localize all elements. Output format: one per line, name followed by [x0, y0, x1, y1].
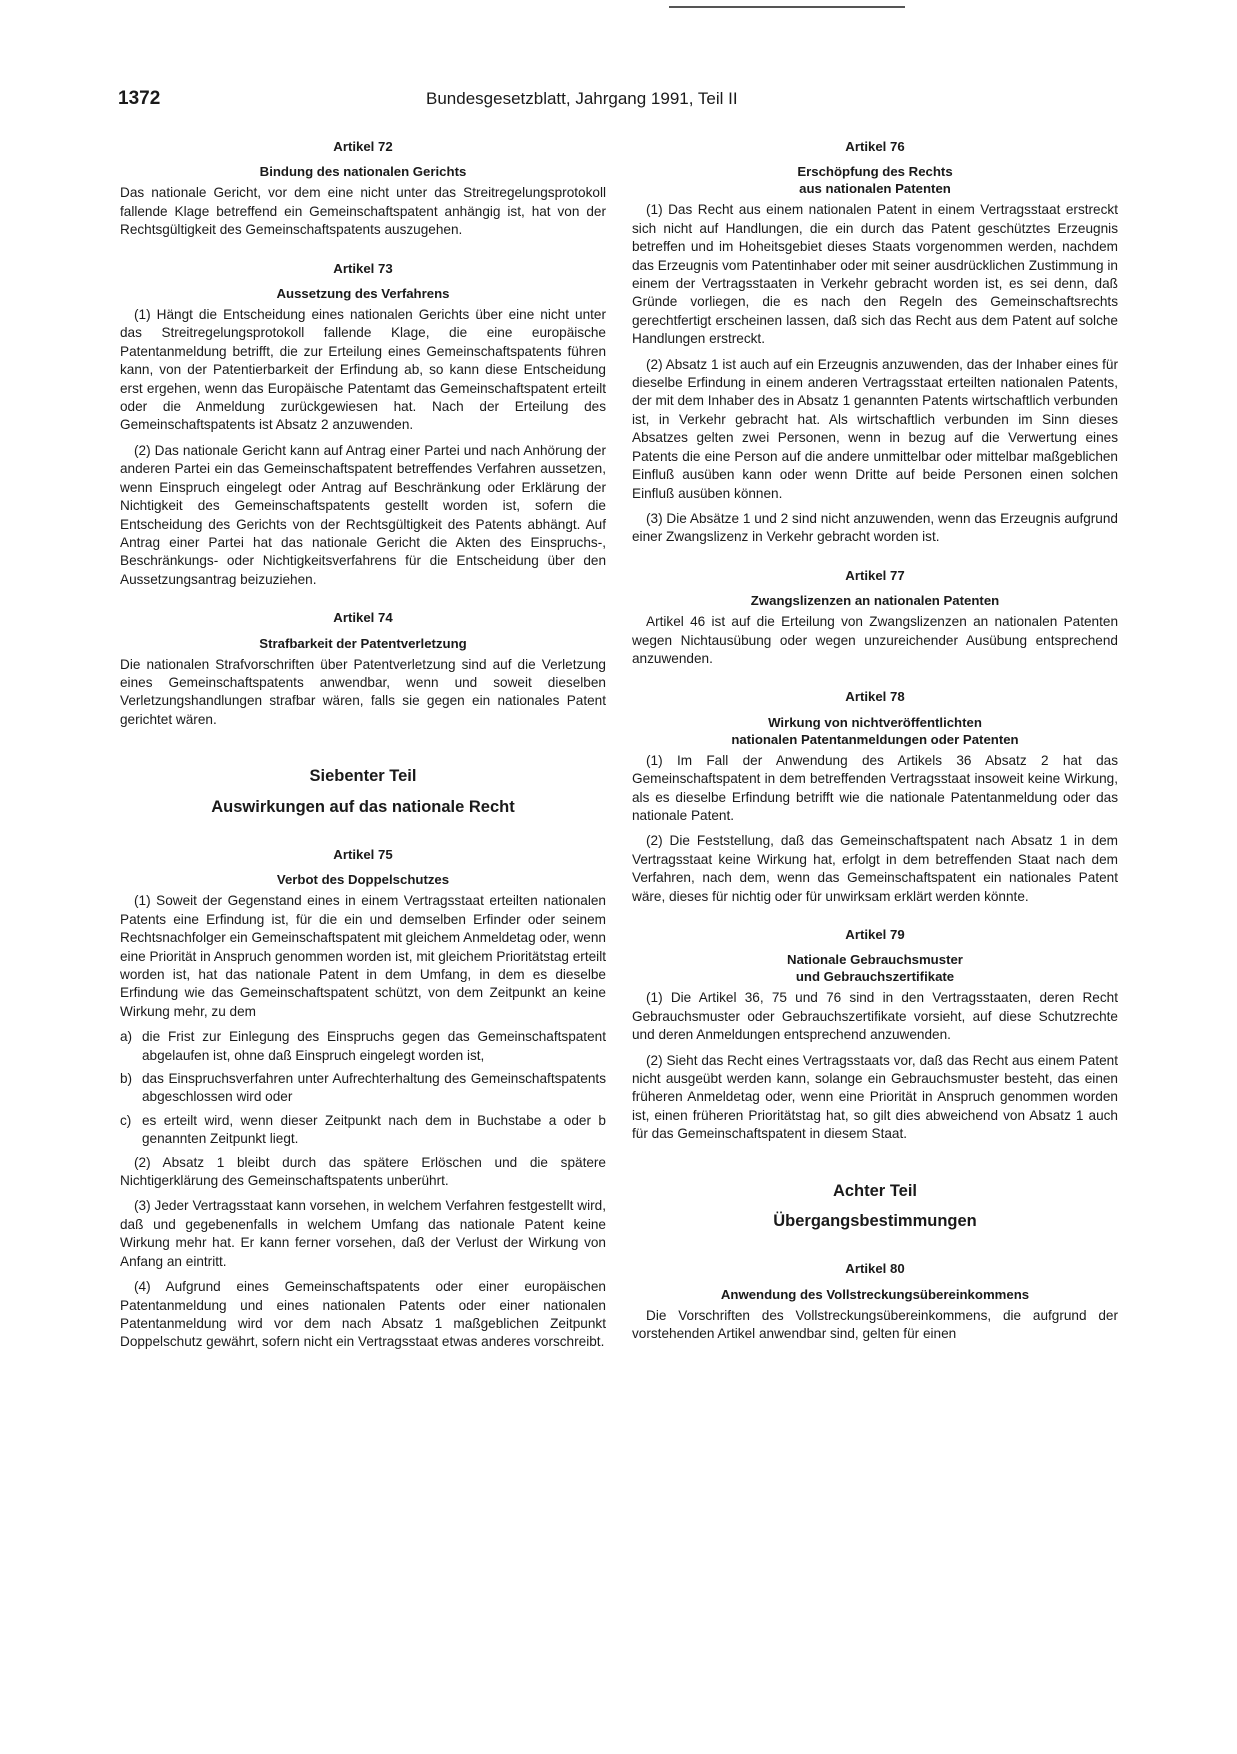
article-80: [632, 1260, 1118, 1343]
list-letter: a): [120, 1029, 133, 1045]
article-heading: Artikel 72: [333, 139, 393, 154]
article-paragraph: (1) Soweit der Gegenstand eines in einem Vertragsstaat erteilten nationalen Patents eine Erfindung ist, für die ein und demselben Erfinder oder seinem Rechtsnachfolger ein Gemeinschaftspatent mit gleichem Anmeldetag oder, wenn eine Priorität in Anspruch genommen worden ist, mit gleichem Prioritätstag erteilt worden ist, hat das nationale Patent in dem Umfang, in dem es dieselbe Erfindung wie das Gemeinschaftspatent schützt, von dem Zeitpunkt an keine Wirkung mehr, zu dem: [120, 893, 606, 1019]
list-text: das Einspruchsverfahren unter Aufrechterhaltung des Gemeinschaftspatents abgeschlossen wird oder: [142, 1071, 606, 1105]
article-title: Zwangslizenzen an nationalen Patenten: [750, 593, 1000, 609]
left-column: [120, 138, 606, 1372]
article-76: [632, 138, 1118, 547]
article-paragraph: (1) Die Artikel 36, 75 und 76 sind in den Vertragsstaaten, deren Recht Gebrauchsmuster oder Gebrauchszertifikate vorsieht, auf diese Schutzrechte und deren Anmeldungen entsprechend anzuwenden.: [632, 990, 1118, 1043]
list-letter: b): [120, 1071, 133, 1087]
article-heading: Artikel 77: [845, 567, 905, 583]
list-item: [120, 1112, 606, 1149]
article-paragraph: Die nationalen Strafvorschriften über Patentverletzung sind auf die Verletzung eines Gemeinschaftspatents anwendbar, wenn und soweit dieselben Verletzungshandlungen strafbar wären, falls sie gegen ein nationales Patent gerichtet wären.: [120, 656, 606, 727]
article-title: Aussetzung des Verfahrens: [276, 286, 450, 302]
article-paragraph: (2) Das nationale Gericht kann auf Antrag einer Partei und nach Anhörung der anderen Partei ein das Gemeinschaftspatent betreffendes Verfahren aussetzen, wenn Einspruch eingelegt oder Antrag auf Beschränkung oder Erklärung der Nichtigkeit des Gemeinschaftspatents gestellt worden ist, sofern die Entscheidung des Gerichts von der Rechtsgültigkeit des Patents abhängt. Auf Antrag einer Partei hat das nationale Gericht die Akten des Einspruchs-, Beschränkungs- oder Nichtigkeitsverfahrens für die Entscheidung über den Aussetzungsantrag beizuziehen.: [120, 442, 606, 587]
article-paragraph: Das nationale Gericht, vor dem eine nicht unter das Streitregelungsprotokoll fallende Klage betreffend ein Gemeinschaftspatent anhängig ist, hat von der Rechtsgültigkeit des Gemeinschaftspatents auszugehen.: [120, 185, 606, 238]
part-label: Achter Teil: [832, 1181, 918, 1200]
article-paragraph: (1) Im Fall der Anwendung des Artikels 36 Absatz 2 hat das Gemeinschaftspatent in dem betreffenden Vertragsstaat insoweit keine Wirkung, als es dieselbe Erfindung betrifft wie die nationale Patentanmeldung oder das nationale Patent.: [632, 752, 1118, 823]
list-text: es erteilt wird, wenn dieser Zeitpunkt nach dem in Buchstabe a oder b genannten Zeitpunkt liegt.: [142, 1112, 606, 1147]
list-letter: c): [120, 1112, 132, 1128]
journal-title: Bundesgesetzblatt, Jahrgang 1991, Teil II: [426, 89, 738, 108]
part-label: Siebenter Teil: [309, 767, 417, 786]
article-78: [632, 688, 1118, 906]
article-title: Anwendung des Vollstreckungsübereinkommens: [720, 1286, 1030, 1302]
article-paragraph: (3) Jeder Vertragsstaat kann vorsehen, in welchem Verfahren festgestellt wird, daß und gegebenenfalls in welchem Umfang das nationale Patent keine Wirkung mehr hat. Er kann ferner vorsehen, daß der Verlust der Wirkung von Anfang an eintritt.: [120, 1198, 606, 1269]
part-7-heading: [120, 767, 606, 816]
article-heading: Artikel 80: [845, 1261, 905, 1277]
article-paragraph: (1) Hängt die Entscheidung eines nationalen Gerichts über eine nicht unter das Streitregelungsprotokoll fallende Klage, die eine europäische Patentanmeldung betrifft, die zur Erteilung eines Gemeinschaftspatents führen kann, von der Patentierbarkeit der Erfindung ab, so kann diese Entscheidung erst ergehen, wenn das Europäische Patentamt das Gemeinschaftspatent erteilt oder die Anmeldung zurückgewiesen hat. Nach der Erteilung des Gemeinschaftspatents ist Absatz 2 anzuwenden.: [120, 307, 606, 433]
article-75: [120, 846, 606, 1352]
article-paragraph: (2) Absatz 1 ist auch auf ein Erzeugnis anzuwenden, das der Inhaber eines für dieselbe Erfindung in einem anderen Vertragsstaat erteilten nationalen Patents, der mit dem Inhaber des in Absatz 1 genannten Patents wirtschaftlich verbunden ist, in Verkehr gebracht hat. Als wirtschaftlich verbunden im Sinn dieses Absatzes gelten zwei Personen, wenn in bezug auf die Verwertung eines Patents die eine Person auf die andere unmittelbar oder mittelbar maßgeblichen Einfluß ausüben kann oder wenn Dritte auf beide Personen einen solchen Einfluß ausüben können.: [632, 356, 1118, 501]
article-paragraph: (1) Das Recht aus einem nationalen Patent in einem Vertragsstaat erstreckt sich nicht auf Handlungen, die ein durch das Patent geschütztes Erzeugnis betreffen und im Hoheitsgebiet dieses Staats vorgenommen werden, nachdem das Erzeugnis vom Patentinhaber oder mit seiner ausdrücklichen Zustimmung in einem der Vertragsstaaten in Verkehr gebracht worden ist, es sei denn, daß Gründe vorliegen, die es nach den Regeln des Gemeinschaftsrechts gerechtfertigt erscheinen lassen, daß sich das Recht aus dem Patent auf solche Handlungen erstreckt.: [632, 202, 1118, 347]
article-heading: Artikel 78: [845, 689, 905, 705]
list-item: [120, 1028, 606, 1065]
article-title: Nationale Gebrauchsmuster und Gebrauchszertifikate: [787, 952, 963, 985]
part-title: Auswirkungen auf das nationale Recht: [211, 797, 515, 816]
top-rule: [669, 6, 905, 8]
article-heading: Artikel 73: [333, 260, 393, 276]
page-header: [118, 88, 1119, 114]
article-paragraph: (4) Aufgrund eines Gemeinschaftspatents oder einer europäischen Patentanmeldung und eines nationalen Patents oder einer nationalen Patentanmeldung wird vor dem nach Absatz 1 maßgeblichen Zeitpunkt Doppelschutz gewährt, sofern nicht ein Vertragsstaat etwas anderes vorschreibt.: [120, 1279, 606, 1350]
article-title: Bindung des nationalen Gerichts: [259, 164, 467, 180]
list-item: [120, 1070, 606, 1107]
article-79: [632, 926, 1118, 1144]
article-77: [632, 567, 1118, 669]
article-paragraph: (3) Die Absätze 1 und 2 sind nicht anzuwenden, wenn das Erzeugnis aufgrund einer Zwangslizenz in Verkehr gebracht worden ist.: [632, 510, 1118, 545]
article-title: Verbot des Doppelschutzes: [276, 872, 450, 888]
article-heading: Artikel 74: [333, 610, 393, 626]
article-title: Erschöpfung des Rechts aus nationalen Patenten: [797, 164, 953, 197]
article-paragraph: (2) Die Feststellung, daß das Gemeinschaftspatent nach Absatz 1 in dem Vertragsstaat keine Wirkung hat, erfolgt in dem betreffenden Staat nach dem Verfahren, nach dem, wenn das Gemeinschaftspatent ein nationales Patent wäre, dieses für nichtig oder für unwirksam erklärt werden könnte.: [632, 833, 1118, 904]
list-text: die Frist zur Einlegung des Einspruchs gegen das Gemeinschaftspatent abgelaufen ist, ohne daß Einspruch eingelegt worden ist,: [142, 1029, 606, 1063]
part-8-heading: [632, 1182, 1118, 1231]
right-column: [632, 138, 1118, 1364]
article-paragraph: (2) Absatz 1 bleibt durch das spätere Erlöschen und die spätere Nichtigerklärung des Gemeinschaftspatents unberührt.: [120, 1154, 606, 1189]
article-title: Strafbarkeit der Patentverletzung: [259, 635, 467, 651]
article-heading: Artikel 76: [845, 139, 905, 154]
part-title: Übergangsbestimmungen: [773, 1212, 977, 1231]
page-number: 1372: [118, 88, 161, 109]
article-74: [120, 609, 606, 729]
article-title: Wirkung von nichtveröffentlichten nationalen Patentanmeldungen oder Patenten: [731, 714, 1019, 747]
article-heading: Artikel 79: [845, 927, 905, 942]
article-paragraph: Die Vorschriften des Vollstreckungsübereinkommens, die aufgrund der vorstehenden Artikel anwendbar sind, gelten für einen: [632, 1307, 1118, 1342]
article-73: [120, 260, 606, 590]
article-heading: Artikel 75: [333, 846, 393, 862]
article-paragraph: Artikel 46 ist auf die Erteilung von Zwangslizenzen an nationalen Patenten wegen Nichtausübung oder wegen unzureichender Ausübung entsprechend anzuwenden.: [632, 614, 1118, 666]
article-paragraph: (2) Sieht das Recht eines Vertragsstaats vor, daß das Recht aus einem Patent nicht ausgeübt werden kann, solange ein Gebrauchsmuster besteht, das einen früheren Anmeldetag oder, wenn eine Priorität in Anspruch genommen worden ist, einen früheren Prioritätstag hat, so gilt dies abweichend von Absatz 1 auch für das Gemeinschaftspatent in diesem Staat.: [632, 1052, 1118, 1142]
article-72: [120, 138, 606, 240]
